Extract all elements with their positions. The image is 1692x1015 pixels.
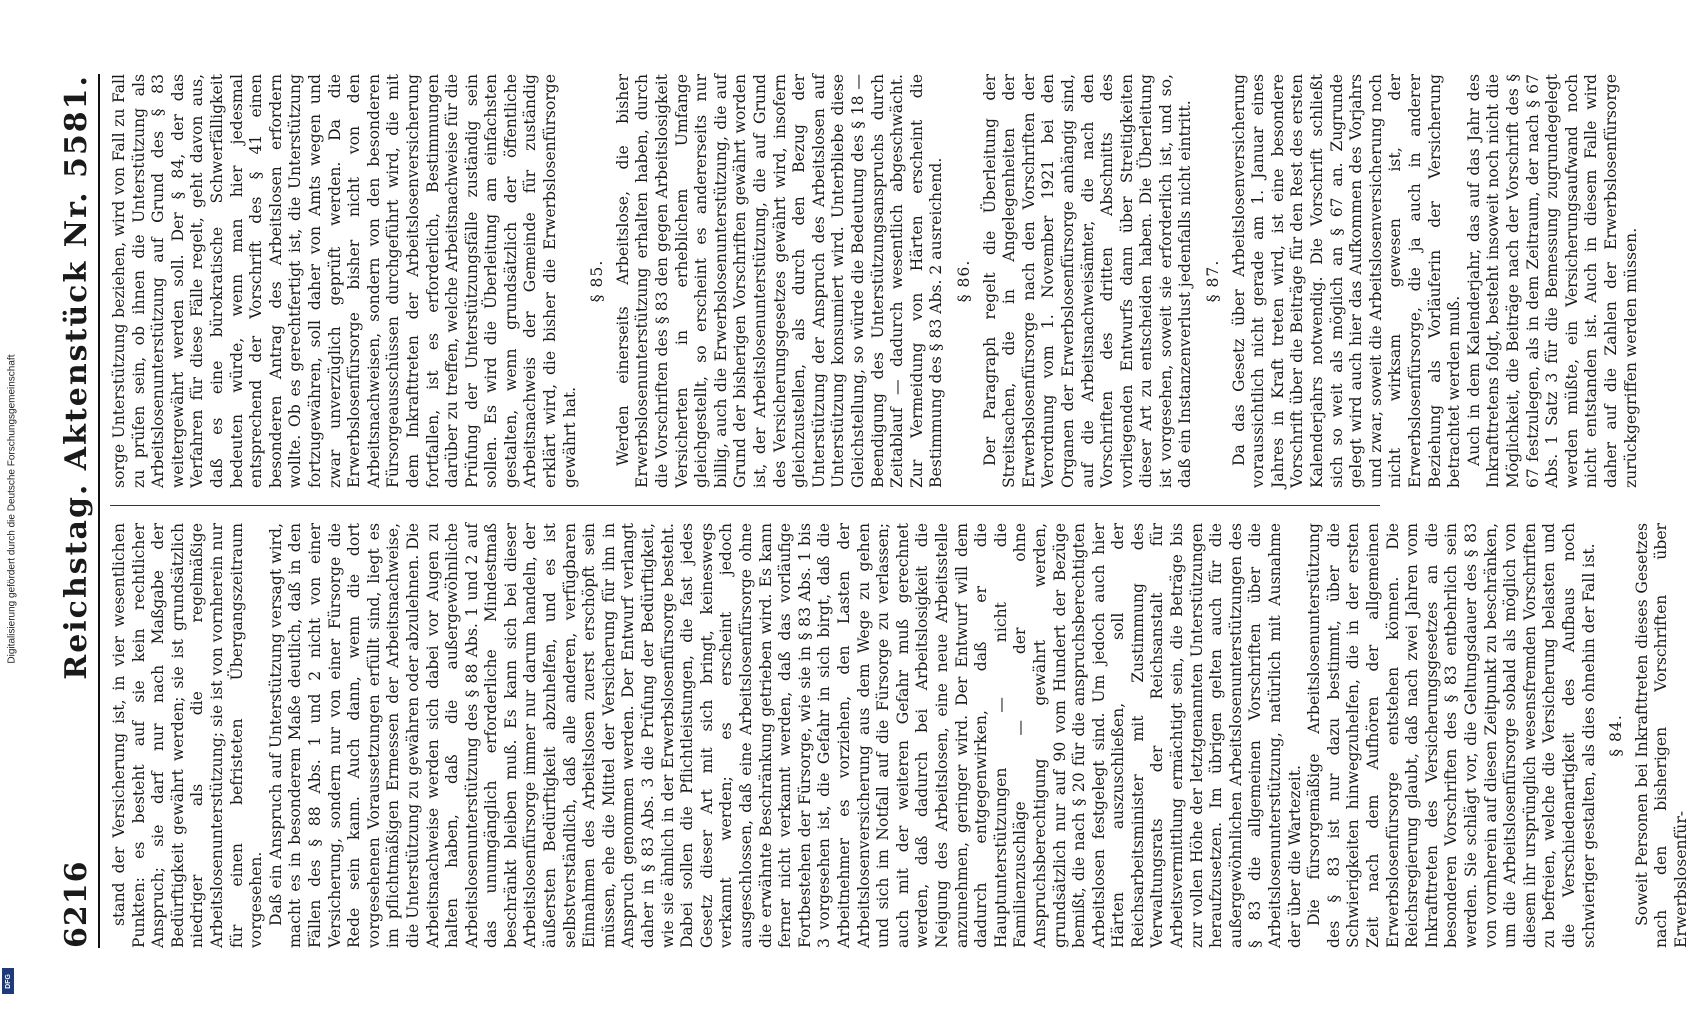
page-title: Reichstag. Aktenstück Nr. 5581. [59, 74, 94, 680]
right-column [110, 74, 1640, 488]
document-page [30, 38, 1690, 988]
left-column [110, 523, 1690, 948]
paragraph: Werden einerseits Arbeitslose, die bisher Erwerbslosenunterstützung erhalten haben, durch die Vorschriften des § 83 den gegen Arbeitslosigkeit Versicherten in erheblichem Umfange gleichgestellt, so erscheint es andererseits nur billig, auch die Erwerbslosenunterstützung, die auf Grund der bisherigen Vorschriften gewährt worden ist, der Arbeitslosenunterstützung, die auf Grund des Versicherungsgesetzes gewährt wird, insofern gleichzustellen, als durch den Bezug der Unterstützung der Anspruch des Arbeitslosen auf Unterstützung konsumiert wird. Unterbliebe diese Gleichstellung, so würde die Bedeutung des § 18 — Beendigung des Unterstützungsanspruchs durch Zeitablauf — dadurch wesentlich abgeschwächt. Zur Vermeidung von Härten erscheint die Bestimmung des § 83 Abs. 2 ausreichend. [613, 74, 946, 488]
section-heading: § 87. [1204, 259, 1223, 303]
page-header [48, 74, 100, 948]
section-heading: § 86. [954, 259, 973, 303]
paragraph: stand der Versicherung ist, in vier wesentlichen Punkten: es besteht auf sie kein rechtlicher Anspruch; sie darf nur nach Maßgabe der Bedürftigkeit gewährt werden; sie ist grundsätzlich niedriger als die regelmäßige Arbeitslosenunterstützung; sie ist von vornherein nur für einen befristeten Übergangszeitraum vorgesehen. [110, 523, 266, 948]
paragraph: Daß ein Anspruch auf Unterstützung versagt wird, macht es in besonderem Maße deutlich, daß in den Fällen des § 88 Abs. 1 und 2 nicht von einer Versicherung, sondern nur von einer Fürsorge die Rede sein kann. Auch dann, wenn die dort vorgesehenen Voraussetzungen erfüllt sind, liegt es im pflichtmäßigen Ermessen der Arbeitsnachweise, die Unterstützung zu gewähren oder abzulehnen. Die Arbeitsnachweise werden sich dabei vor Augen zu halten haben, daß die außergewöhnliche Arbeitslosenunterstützung des § 88 Abs. 1 und 2 auf das unumgänglich erforderliche Mindestmaß beschränkt bleiben muß. Es kann sich bei dieser Arbeitslosenfürsorge immer nur darum handeln, der äußersten Bedürftigkeit abzuhelfen, und es ist selbstverständlich, daß alle anderen, verfügbaren Einnahmen des Arbeitslosen zuerst erschöpft sein müssen, ehe die Mittel der Versicherung für ihn in Anspruch genommen werden. Der Entwurf verlangt daher in § 83 Abs. 3 die Prüfung der Bedürftigkeit, wie sie ähnlich in der Erwerbslosenfürsorge besteht. Dabei sollen die Pflichtleistungen, die fast jedes Gesetz dieser Art mit sich bringt, keineswegs verkannt werden; es erscheint jedoch ausgeschlossen, daß eine Arbeitslosenfürsorge ohne die erwähnte Beschränkung getrieben wird. Es kann ferner nicht verkannt werden, daß das vorläufige Fortbestehen der Fürsorge, wie sie in § 83 Abs. 1 bis 3 vorgesehen ist, die Gefahr in sich birgt, daß die Arbeitnehmer es vorziehen, den Lasten der Arbeitslosenversicherung aus dem Wege zu gehen und sich im Notfall auf die Fürsorge zu verlassen; auch mit der weiteren Gefahr muß gerechnet werden, daß dadurch bei Arbeitslosigkeit die Neigung des Arbeitslosen, eine neue Arbeitsstelle anzunehmen, geringer wird. Der Entwurf will dem dadurch entgegenwirken, daß er die Hauptunterstützungen — nicht die Familienzuschläge — der ohne Anspruchsberechtigung gewährt werden, grundsätzlich nur auf 90 vom Hundert der Bezüge bemißt, die nach § 20 für die anspruchsberechtigten Arbeitslosen festgelegt sind. Um jedoch auch hier Härten auszuschließen, soll der Reichsarbeitsminister mit Zustimmung des Verwaltungsrats der Reichsanstalt für Arbeitsvermittlung ermächtigt sein, die Beträge bis zur vollen Höhe der letztgenannten Unterstützungen heraufzusetzen. Im übrigen gelten auch für die außergewöhnlichen Arbeitslosenunterstützungen des § 83 die allgemeinen Vorschriften über die Arbeitslosenunterstützung, natürlich mit Ausnahme der über die Wartezeit. [266, 523, 1304, 948]
dfg-logo [2, 968, 14, 994]
paragraph: Auch in dem Kalenderjahr, das auf das Jahr des Inkrafttretens folgt, besteht insoweit noch nicht die Möglichkeit, die Beiträge nach der Vorschrift des § 67 festzulegen, als in dem Zeitraum, der nach § 67 Abs. 1 Satz 3 für die Bemessung zugrundegelegt werden müßte, ein Versicherungsaufwand noch nicht entstanden ist. Auch in diesem Falle wird daher auf die Zahlen der Erwerbslosenfürsorge zurückgegriffen werden müssen. [1464, 74, 1640, 488]
page-number: 6216 [59, 860, 94, 948]
paragraph: Da das Gesetz über Arbeitslosenversicherung voraussichtlich nicht gerade am 1. Januar eines Jahres in Kraft treten wird, ist eine besondere Vorschrift über die Beiträge für den Rest des ersten Kalenderjahrs notwendig. Die Vorschrift schließt sich so weit als möglich an § 67 an. Zugrunde gelegt wird auch hier das Aufkommen des Vorjahrs und zwar, soweit die Arbeitslosenversicherung noch nicht wirksam gewesen ist, der Erwerbslosenfürsorge, die ja auch in anderer Beziehung als Vorläuferin der Versicherung betrachtet werden muß. [1229, 74, 1464, 488]
paragraph: Der Paragraph regelt die Überleitung der Streitsachen, die in Angelegenheiten der Erwerbslosenfürsorge nach den Vorschriften der Verordnung vom 1. November 1921 bei den Organen der Erwerbslosenfürsorge anhängig sind, auf die Arbeitsnachweisämter, die nach den Vorschriften des dritten Abschnitts des vorliegenden Entwurfs dann über Streitigkeiten dieser Art zu entscheiden haben. Die Überleitung ist vorgesehen, soweit sie erforderlich ist, und so, daß ein Instanzenverlust jedenfalls nicht eintritt. [980, 74, 1195, 488]
column-divider [110, 505, 1380, 506]
paragraph: Soweit Personen bei Inkrafttreten dieses Gesetzes nach den bisherigen Vorschriften über Erwerbslosenfür- [1632, 523, 1690, 948]
dfg-logo-text: DFG [4, 973, 12, 989]
digitization-note-text: Digitalisierung gefördert durch die Deutsche Forschungsgemeinschaft [6, 354, 18, 664]
paragraph: Die fürsorgemäßige Arbeitslosenunterstützung des § 83 ist nur dazu bestimmt, über die Schwierigkeiten hinwegzuhelfen, die in der ersten Zeit nach dem Aufhören der allgemeinen Erwerbslosenfürsorge entstehen können. Die Reichsregierung glaubt, daß nach zwei Jahren vom Inkrafttreten des Versicherungsgesetzes an die besonderen Vorschriften des § 83 entbehrlich sein werden. Sie schlägt vor, die Geltungsdauer des § 83 von vornherein auf diesen Zeitpunkt zu beschränken, um die Arbeitslosenfürsorge sobald als möglich von diesem ihr ursprünglich wesensfremden Vorschriften zu befreien, welche die Versicherung belasten und die Verschiedenartigkeit des Aufbaus noch schwieriger gestalten, als dies ohnehin der Fall ist. [1305, 523, 1598, 948]
section-heading: § 84. [1607, 714, 1626, 757]
section-heading: § 85. [588, 259, 607, 303]
paragraph: sorge Unterstützung beziehen, wird von Fall zu Fall zu prüfen sein, ob ihnen die Unterstützung als Arbeitslosenunterstützung auf Grund des § 83 weitergewährt werden soll. Der § 84, der das Verfahren für diese Fälle regelt, geht davon aus, daß es eine bürokratische Schwerfälligkeit bedeuten würde, wenn man hier jedesmal entsprechend der Vorschrift des § 41 einen besonderen Antrag des Arbeitslosen erfordern wollte. Ob es gerechtfertigt ist, die Unterstützung fortzugewähren, soll daher von Amts wegen und zwar unverzüglich geprüft werden. Da die Erwerbslosenfürsorge bisher nicht von den Arbeitsnachweisen, sondern von den besonderen Fürsorgeausschüssen durchgeführt wird, die mit dem Inkrafttreten der Arbeitslosenversicherung fortfallen, ist es erforderlich, Bestimmungen darüber zu treffen, welche Arbeitsnachweise für die Prüfung der Unterstützungsfälle zuständig sein sollen. Es wird die Überleitung am einfachsten gestalten, wenn grundsätzlich der öffentliche Arbeitsnachweis der Gemeinde für zuständig erklärt wird, die bisher die Erwerbslosenfürsorge gewährt hat. [110, 74, 579, 488]
digitization-note [2, 0, 16, 1000]
